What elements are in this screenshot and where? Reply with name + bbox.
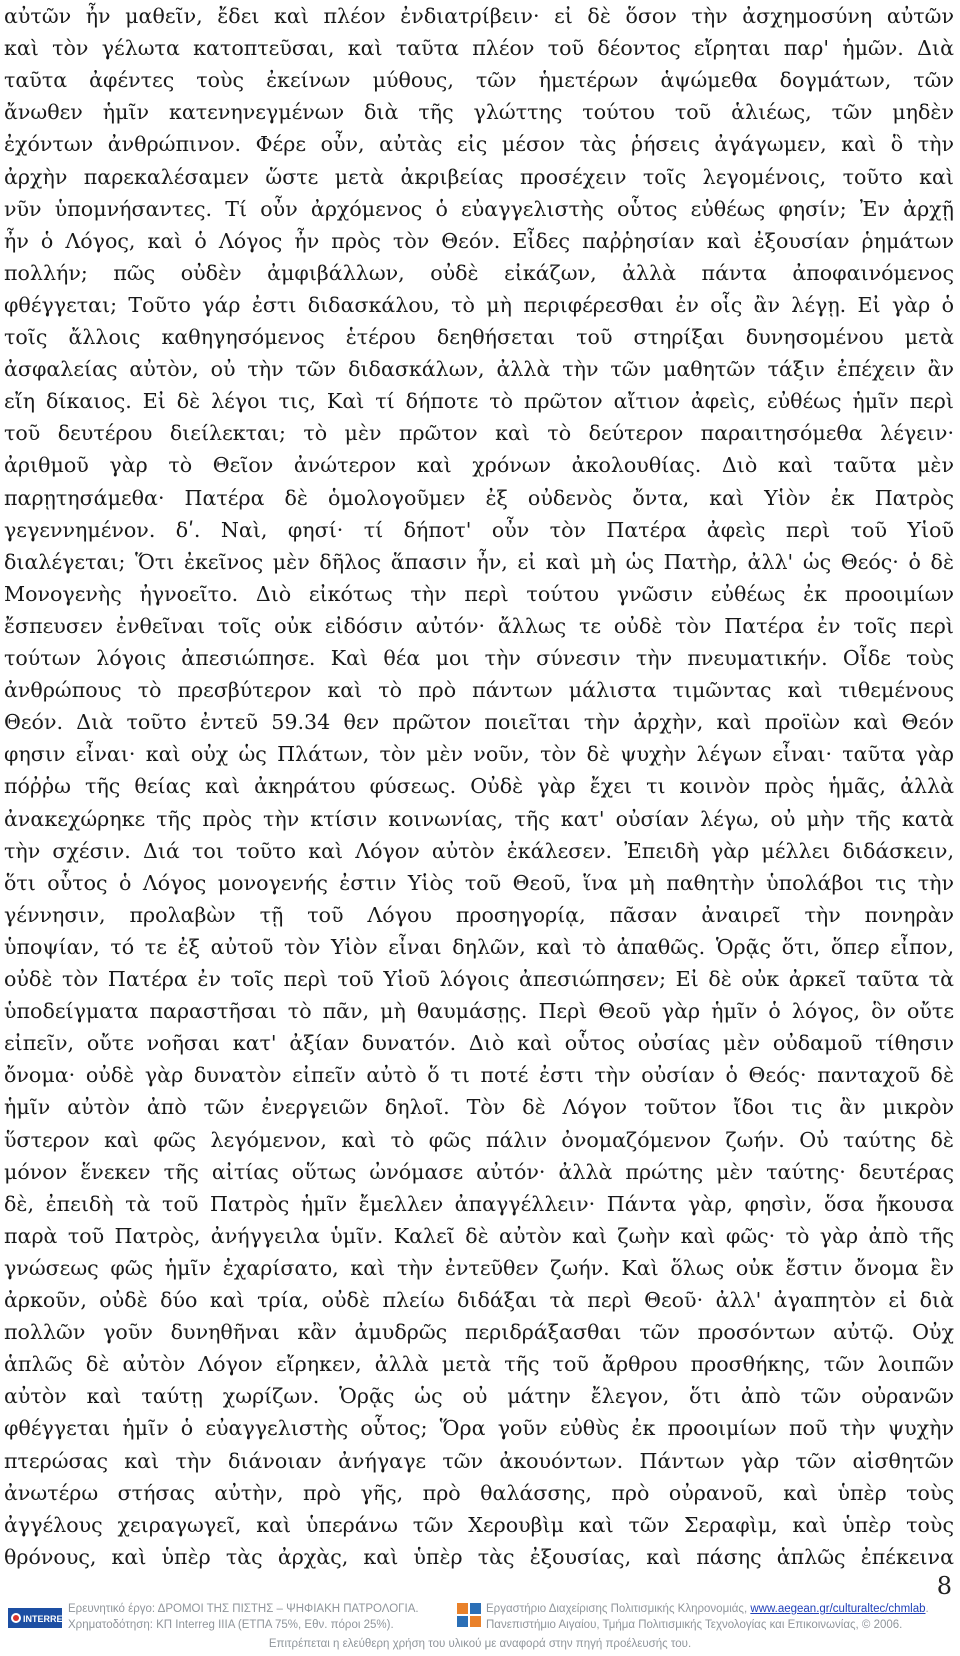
text-line: φθέγγεται; Τοῦτο γάρ ἐστι διδασκάλου, τὸ μὴ περιφέρεσθαι ἐν οἷς ἂν λέγῃ. Εἰ γὰρ ὁ xyxy=(4,292,954,317)
text-line: πολλῶν γοῦν δυνηθῆναι κἂν ἀμυδρῶς περιδράξασθαι τῶν προσόντων αὐτῷ. Οὐχ xyxy=(4,1320,954,1345)
footer-university-line: Πανεπιστήμιο Αιγαίου, Τμήμα Πολιτισμικής Τεχνολογίας και Επικοινωνίας, © 2006. xyxy=(486,1619,903,1631)
text-line: νῦν ὑπομνήσαντες. Τί οὖν ἀρχόμενος ὁ εὐαγγελιστὴς οὗτος εὐθέως φησίν; Ἐν ἀρχῇ xyxy=(4,196,954,221)
text-line: Μονογενὴς ἠγνοεῖτο. Διὸ εἰκότως τὴν περὶ τούτου γνῶσιν εὐθέως ἐκ προοιμίων xyxy=(4,581,954,606)
text-line: οὐδὲ τὸν Πατέρα ἐν τοῖς περὶ τοῦ Υἱοῦ λόγοις ἀπεσιώπησεν; Εἰ δὲ οὐκ ἀρκεῖ ταῦτα τὰ xyxy=(4,967,954,991)
text-line: ἡμῖν αὐτὸν ἀπὸ τῶν ἐνεργειῶν δηλοῖ. Τὸν δὲ Λόγον τοῦτον ἴδοι τις ἂν μικρὸν xyxy=(4,1095,954,1120)
text-line: ὅτι οὗτος ὁ Λόγος μονογενής ἐστιν Υἱὸς τοῦ Θεοῦ, ἵνα μὴ παθητὴν ὑπολάβοι τις τὴν xyxy=(4,870,954,895)
text-line: γέννησιν, προλαβὼν τῇ τοῦ Λόγου προσηγορίᾳ, πᾶσαν ἀναιρεῖ τὴν πονηρὰν xyxy=(4,902,954,927)
text-line: παρὰ τοῦ Πατρὸς, ἀνήγγειλα ὑμῖν. Καλεῖ δὲ αὐτὸν καὶ ζωὴν καὶ φῶς· τὸ γὰρ ἀπὸ τῆς xyxy=(4,1223,954,1248)
text-line: τούτων λόγοις ἀπεσιώπησε. Καὶ θέα μοι τὴν σύνεσιν τὴν πνευματικήν. Οἶδε τοὺς xyxy=(4,646,954,670)
text-line: αὐτῶν ἦν μαθεῖν, ἔδει καὶ πλέον ἐνδιατρίβειν· εἰ δὲ ὅσον τὴν ἀσχημοσύνη αὐτῶν xyxy=(4,4,954,28)
text-line: ἀριθμοῦ γὰρ τὸ Θεῖον ἀνώτερον καὶ χρόνων ἀκολουθίας. Διὸ καὶ ταῦτα μὲν xyxy=(4,453,954,478)
text-line: φθέγγεται ἡμῖν ὁ εὐαγγελιστὴς οὗτος; Ὅρα γοῦν εὐθὺς ἐκ προοιμίων ποῦ τὴν ψυχὴν xyxy=(4,1416,954,1441)
text-line: πτερώσας καὶ τὴν διάνοιαν ἀνήγαγε τῶν ἀκουόντων. Πάντων γὰρ τῶν αἰσθητῶν xyxy=(4,1448,954,1473)
footer-lab-line xyxy=(486,1602,929,1617)
text-line: ὕστερον καὶ φῶς λεγόμενον, καὶ τὸ φῶς πάλιν ὀνομαζόμενον ζωήν. Οὐ ταύτης δὲ xyxy=(4,1127,954,1152)
text-line: παρῃτησάμεθα· Πατέρα δὲ ὁμολογοῦμεν ἐξ οὐδενὸς ὄντα, καὶ Υἱὸν ἐκ Πατρὸς xyxy=(4,485,954,510)
text-line: ἀγγέλους χειραγωγεῖ, καὶ ὑπεράνω τῶν Χερουβὶμ καὶ τῶν Σεραφὶμ, καὶ ὑπὲρ τοὺς xyxy=(4,1512,954,1537)
aegean-lab-logo-icon xyxy=(456,1602,482,1628)
text-line: τοῦ δευτέρου διείλεκται; τὸ μὲν πρῶτον καὶ τὸ δεύτερον παραιτησόμεθα λέγειν· xyxy=(4,421,954,446)
text-line: πόῤῥω τῆς θείας καὶ ἀκηράτου φύσεως. Οὐδὲ γὰρ ἔχει τι κοινὸν πρὸς ἡμᾶς, ἀλλὰ xyxy=(4,774,954,799)
text-line: διαλέγεται; Ὅτι ἐκεῖνος μὲν δῆλος ἅπασιν ἦν, εἰ καὶ μὴ ὡς Πατὴρ, ἀλλ' ὡς Θεός· ὁ δὲ xyxy=(4,549,954,574)
interreg-logo-text: INTERREG xyxy=(23,1614,70,1624)
text-line: ἀρκοῦν, οὐδὲ δύο καὶ τρία, οὐδὲ πλείω διδάξαι τὰ περὶ Θεοῦ· ἀλλ' ἀγαπητὸν εἰ διὰ xyxy=(4,1288,954,1312)
text-line: Θεόν. Διὰ τοῦτο ἐντεῦ 59.34 θεν πρῶτον ποιεῖται τὴν ἀρχὴν, καὶ προϊὼν καὶ Θεόν xyxy=(4,710,954,735)
footer-project-line: Ερευνητικό έργο: ΔΡΟΜΟΙ ΤΗΣ ΠΙΣΤΗΣ – ΨΗΦΙΑΚΗ ΠΑΤΡΟΛΟΓΙΑ. xyxy=(68,1603,419,1615)
text-line: τὴν σχέσιν. Διά τοι τοῦτο καὶ Λόγον αὐτὸν ἐκάλεσεν. Ἐπειδὴ γὰρ μέλλει διδάσκειν, xyxy=(4,838,954,863)
text-line: ἀρχὴν παρεκαλέσαμεν ὥστε μετὰ ἀκριβείας προσέχειν τοῖς λεγομένοις, τοῦτο καὶ xyxy=(4,164,954,189)
text-line: καὶ τὸν γέλωτα κατοπτεῦσαι, καὶ ταῦτα πλέον τοῦ δέοντος εἴρηται παρ' ἡμῶν. Διὰ xyxy=(4,36,954,61)
text-line: ἀνακεχώρηκε τῆς πρὸς τὴν κτίσιν κοινωνίας, τῆς κατ' οὐσίαν λέγω, οὐ μὴν τῆς κατὰ xyxy=(4,806,954,831)
text-line: ἀνθρώπους τὸ πρεσβύτερον καὶ τὸ πρὸ πάντων μάλιστα τιμῶντας καὶ τιθεμένους xyxy=(4,678,954,703)
text-line: ἀνωτέρω στήσας αὐτὴν, πρὸ γῆς, πρὸ θαλάσσης, πρὸ οὐρανοῦ, καὶ ὑπὲρ τοὺς xyxy=(4,1480,954,1505)
text-line: ἔσπευσεν ἐνθεῖναι τοῖς οὐκ εἰδόσιν αὐτόν· ἄλλως τε οὐδὲ τὸν Πατέρα ἐν τοῖς περὶ xyxy=(4,613,954,638)
text-line: δὲ, ἐπειδὴ τὰ τοῦ Πατρὸς ἡμῖν ἔμελλεν ἀπαγγέλλειν· Πάντα γὰρ, φησὶν, ὅσα ἤκουσα xyxy=(4,1191,954,1216)
text-line: ταῦτα ἀφέντες τοὺς ἐκείνων μύθους, τῶν ἡμετέρων ἁψώμεθα δογμάτων, τῶν xyxy=(4,68,954,93)
text-line: ἦν ὁ Λόγος, καὶ ὁ Λόγος ἦν πρὸς τὸν Θεόν. Εἶδες παῤῥησίαν καὶ ἐξουσίαν ῥημάτων xyxy=(4,228,954,253)
text-line: ἄνωθεν ἡμῖν κατενηνεγμένων διὰ τῆς γλώττης τούτου τοῦ ἁλιέως, τῶν μηδὲν xyxy=(4,100,954,125)
text-line: ἐχόντων ἀνθρώπινον. Φέρε οὖν, αὐτὰς εἰς μέσον τὰς ῥήσεις ἀγάγωμεν, καὶ ὃ τὴν xyxy=(4,132,954,157)
text-line: μόνον ἕνεκεν τῆς αἰτίας οὕτως ὠνόμασε αὐτόν· ἀλλὰ πρώτης μὲν ταύτης· δευτέρας xyxy=(4,1159,954,1184)
footer-lab-link[interactable]: www.aegean.gr/culturaltec/chmlab xyxy=(750,1603,926,1615)
text-line: ὄνομα· οὐδὲ γὰρ δυνατὸν εἰπεῖν αὐτὸ ὅ τι ποτέ ἐστι τὴν οὐσίαν ὁ Θεός· πανταχοῦ δὲ xyxy=(4,1063,954,1088)
footer-lab-name: Εργαστήριο Διαχείρισης Πολιτισμικής Κληρονομιάς, xyxy=(486,1603,751,1615)
text-line: αὐτὸν καὶ ταύτῃ χωρίζων. Ὁρᾷς ὡς οὐ μάτην ἔλεγον, ὅτι ἀπὸ τῶν οὐρανῶν xyxy=(4,1384,954,1409)
text-line: θρόνους, καὶ ὑπὲρ τὰς ἀρχὰς, καὶ ὑπὲρ τὰς ἐξουσίας, καὶ πάσης ἁπλῶς ἐπέκεινα xyxy=(4,1544,954,1569)
page-footer xyxy=(0,1598,960,1656)
text-line: εἰπεῖν, οὔτε νοῆσαι κατ' ἀξίαν δυνατόν. Διὸ καὶ οὗτος οὐσίας μὲν οὐδαμοῦ τίθησιν xyxy=(4,1031,954,1056)
footer-usage-notice: Επιτρέπεται η ελεύθερη χρήση του υλικού με αναφορά στην πηγή προέλευσής του. xyxy=(268,1638,692,1650)
text-line: εἴη δίκαιος. Εἰ δὲ λέγοι τις, Καὶ τί δήποτε τὸ πρῶτον αἴτιον ἀφεὶς, εὐθέως ἡμῖν περὶ xyxy=(4,389,954,414)
text-line: φησιν εἶναι· καὶ οὐχ ὡς Πλάτων, τὸν μὲν νοῦν, τὸν δὲ ψυχὴν λέγων εἶναι· ταῦτα γὰρ xyxy=(4,742,954,767)
text-line: τοῖς ἄλλοις καθηγησόμενος ἑτέρου δεηθήσεται τοῦ στηρίξαι δυνησομένου μετὰ xyxy=(4,325,954,349)
text-line: ἁπλῶς δὲ αὐτὸν Λόγον εἴρηκεν, ἀλλὰ μετὰ τῆς τοῦ ἄρθρου προσθήκης, τῶν λοιπῶν xyxy=(4,1352,954,1377)
text-line: γεγεννημένον. δʹ. Ναὶ, φησί· τί δήποτ' οὖν τὸν Πατέρα ἀφεὶς περὶ τοῦ Υἱοῦ xyxy=(4,517,954,542)
footer-lab-suffix: . xyxy=(925,1603,929,1615)
text-line: ὑποψίαν, τό τε ἐξ αὐτοῦ τὸν Υἱὸν εἶναι δηλῶν, καὶ τὸ ἀπαθῶς. Ὁρᾷς ὅτι, ὅπερ εἶπον, xyxy=(4,934,954,959)
text-line: ὑποδείγματα παραστῆσαι τὸ πᾶν, μὴ θαυμάσῃς. Περὶ Θεοῦ γὰρ ἡμῖν ὁ λόγος, ὃν οὔτε xyxy=(4,999,954,1024)
text-line: ἀσφαλείας αὐτὸν, οὐ τὴν τῶν διδασκάλων, ἀλλὰ τὴν τῶν μαθητῶν τάξιν ἐπέχειν ἂν xyxy=(4,357,954,382)
interreg-logo-icon xyxy=(8,1604,70,1632)
footer-funding-line: Χρηματοδότηση: ΚΠ Interreg IIIA (ΕΤΠΑ 75%, Εθν. πόροι 25%). xyxy=(68,1619,394,1631)
page-number: 8 xyxy=(936,1572,952,1600)
text-line: γνώσεως φῶς ἡμῖν ἐχαρίσατο, καὶ τὴν ἐντεῦθεν ζωήν. Καὶ ὅλως οὐκ ἔστιν ὄνομα ἓν xyxy=(4,1255,954,1280)
text-line: πολλήν; πῶς οὐδὲν ἀμφιβάλλων, οὐδὲ εἰκάζων, ἀλλὰ πάντα ἀποφαινόμενος xyxy=(4,260,954,285)
